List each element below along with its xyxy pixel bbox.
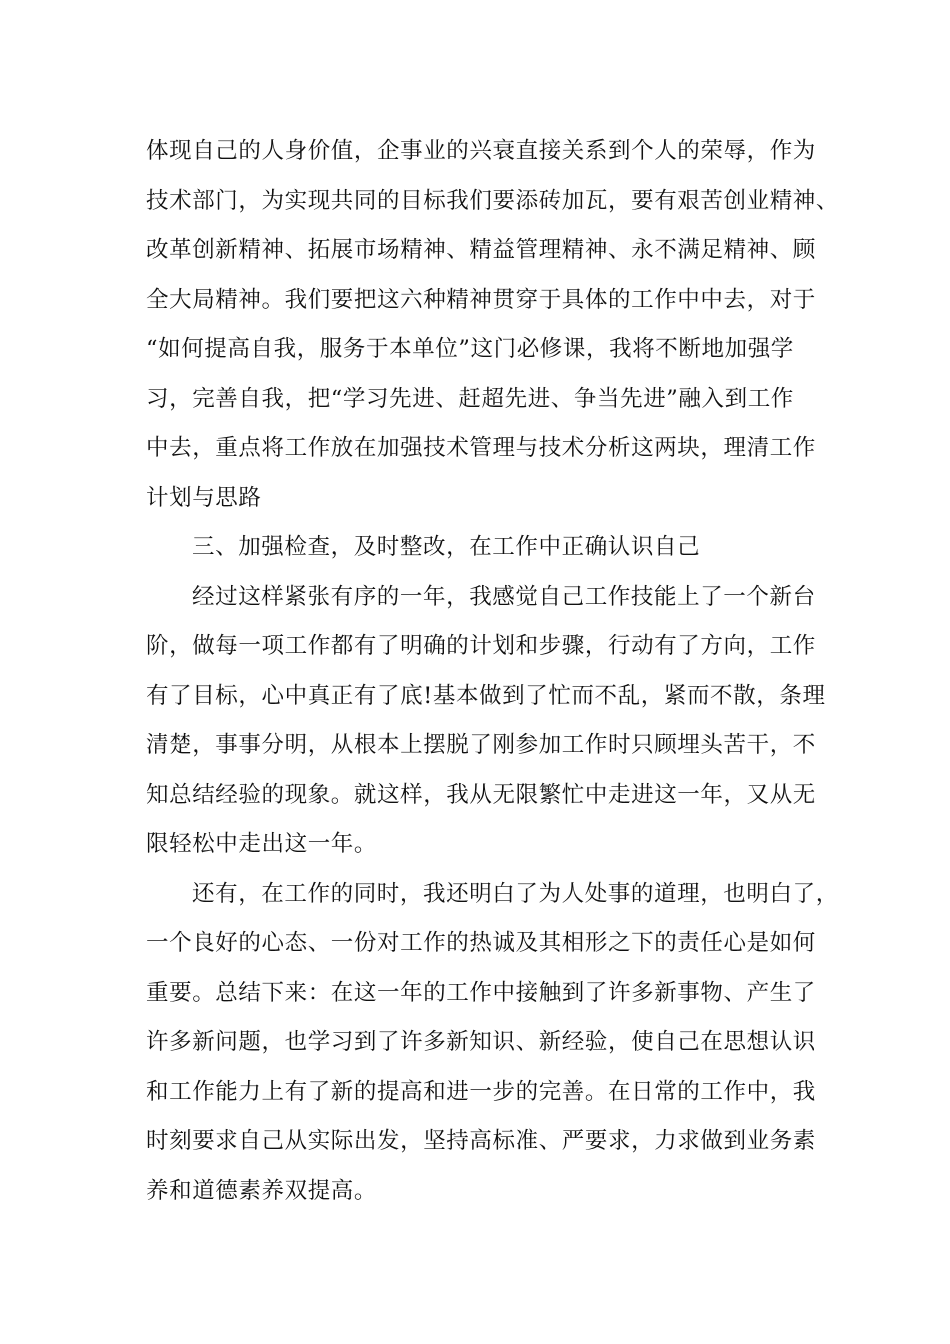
text-line: 改革创新精神、拓展市场精神、精益管理精神、永不满足精神、顾 xyxy=(146,237,816,263)
text-line: 清楚，事事分明，从根本上摆脱了刚参加工作时只顾埋头苦干，不 xyxy=(146,732,816,758)
text-line: 全大局精神。我们要把这六种精神贯穿于具体的工作中中去，对于 xyxy=(146,286,816,313)
section-heading: 三、加强检查，及时整改，在工作中正确认识自己 xyxy=(192,534,701,560)
text-line: 重要。总结下来：在这一年的工作中接触到了许多新事物、产生了 xyxy=(146,979,816,1006)
text-line: “如何提高自我，服务于本单位”这门必修课，我将不断地加强学 xyxy=(146,336,794,362)
paragraph-3 xyxy=(146,870,839,1217)
text-line: 体现自己的人身价值，企事业的兴衰直接关系到个人的荣辱，作为 xyxy=(146,138,816,164)
text-line: 和工作能力上有了新的提高和进一步的完善。在日常的工作中，我 xyxy=(146,1078,816,1105)
paragraph-continued xyxy=(146,127,840,523)
section-body xyxy=(146,523,839,1216)
text-line: 知总结经验的现象。就这样，我从无限繁忙中走进这一年，又从无 xyxy=(146,781,816,808)
text-line: 时刻要求自己从实际出发，坚持高标准、严要求，力求做到业务素 xyxy=(146,1128,816,1154)
text-line: 养和道德素养双提高。 xyxy=(146,1177,378,1204)
paragraph-2 xyxy=(146,573,826,870)
text-line: 阶，做每一项工作都有了明确的计划和步骤，行动有了方向，工作 xyxy=(146,633,816,659)
text-line: 限轻松中走出这一年。 xyxy=(146,831,378,857)
text-line: 一个良好的心态、一份对工作的热诚及其相形之下的责任心是如何 xyxy=(146,930,816,956)
text-line: 许多新问题，也学习到了许多新知识、新经验，使自己在思想认识 xyxy=(146,1029,816,1055)
text-line: 技术部门，为实现共同的目标我们要添砖加瓦，要有艰苦创业精神、 xyxy=(146,187,840,214)
text-line: 经过这样紧张有序的一年，我感觉自己工作技能上了一个新台 xyxy=(192,583,816,610)
text-line: 还有，在工作的同时，我还明白了为人处事的道理，也明白了， xyxy=(192,880,839,907)
text-line: 有了目标，心中真正有了底!基本做到了忙而不乱，紧而不散，条理 xyxy=(146,682,826,709)
text-line: 计划与思路 xyxy=(146,484,262,511)
text-line: 中去，重点将工作放在加强技术管理与技术分析这两块，理清工作 xyxy=(146,435,816,461)
text-line: 习，完善自我，把“学习先进、赶超先进、争当先进”融入到工作 xyxy=(146,385,794,412)
